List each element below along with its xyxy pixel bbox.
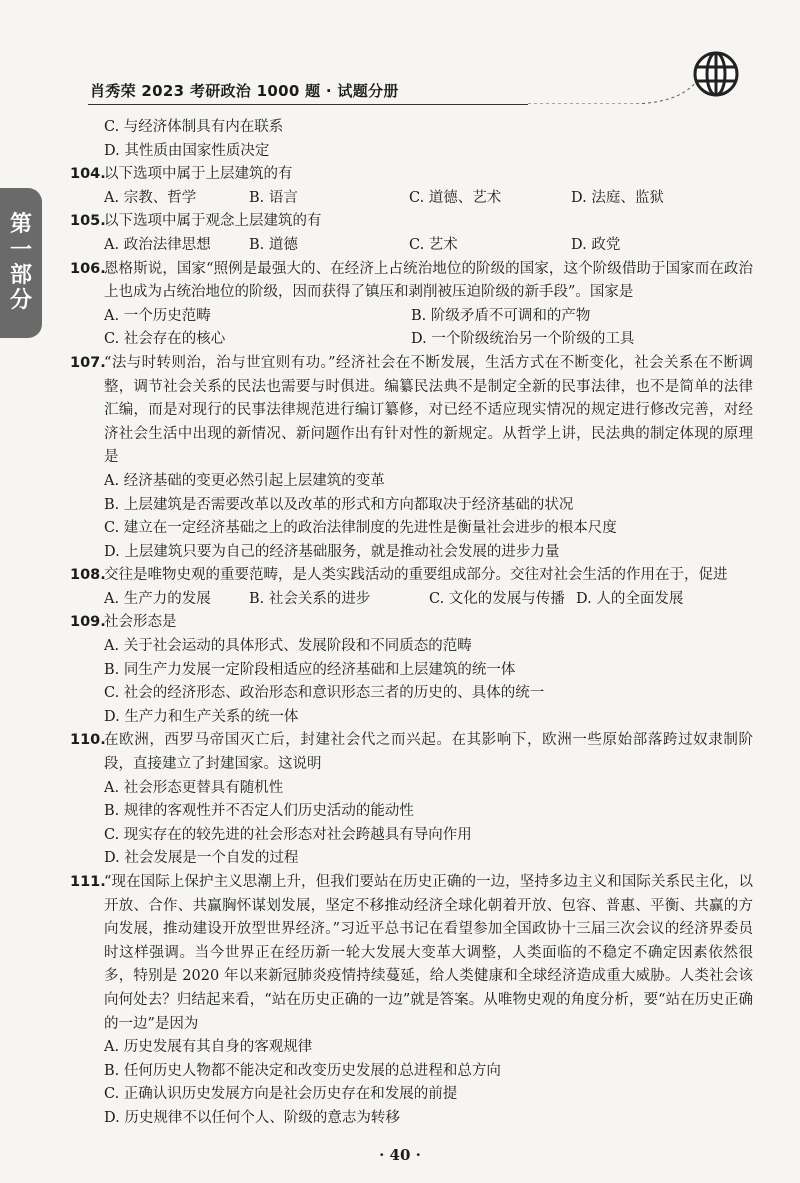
- side-tab-char: 一: [9, 237, 32, 263]
- option-a: A. 社会形态更替具有随机性: [104, 779, 284, 796]
- question-stem: 以下选项中属于观念上层建筑的有: [104, 213, 322, 230]
- option-a: A. 宗教、哲学: [104, 189, 197, 206]
- option-d: D. 人的全面发展: [576, 590, 684, 607]
- question-104: [70, 163, 753, 210]
- option-d: D. 历史规律不以任何个人、阶级的意志为转移: [104, 1109, 400, 1126]
- globe-icon: [692, 50, 740, 98]
- question-list: [70, 116, 753, 1131]
- header-rule: [88, 104, 528, 105]
- option-b: B. 阶级矛盾不可调和的产物: [411, 307, 591, 324]
- option-a: A. 生产力的发展: [104, 590, 211, 607]
- option-d: D. 社会发展是一个自发的过程: [104, 850, 299, 867]
- question-number: 104.: [70, 166, 106, 183]
- option-b: B. 语言: [249, 189, 298, 206]
- option-c: C. 社会存在的核心: [104, 331, 226, 348]
- question-stem: “法与时转则治，治与世宜则有功。”经济社会在不断发展，生活方式在不断变化，社会关系在不断调整，调节社会关系的民法也需要与时俱进。编纂民法典不是制定全新的民事法律，也不是简单的法律汇编，而是对现行的民事法律规范进行编订纂修，对已经不适应现实情况的规定进行修改完善，对经济社会生活中出现的新情况、新问题作出有针对性的新规定。从哲学上讲，民法典的制定体现的原理是: [104, 354, 753, 466]
- option-c: C. 文化的发展与传播: [429, 590, 565, 607]
- option-c: C. 建立在一定经济基础之上的政治法律制度的先进性是衡量社会进步的根本尺度: [104, 520, 617, 537]
- option-row: [104, 234, 753, 258]
- question-106: [70, 258, 753, 352]
- page-number: · 40 ·: [379, 1146, 421, 1164]
- option-row: [104, 305, 753, 329]
- question-107: [70, 352, 753, 564]
- option-row: [104, 187, 753, 211]
- option-a: A. 关于社会运动的具体形式、发展阶段和不同质态的范畴: [104, 638, 472, 655]
- option-a: A. 政治法律思想: [104, 236, 211, 253]
- option-d: D. 法庭、监狱: [571, 189, 664, 206]
- option-b: B. 社会关系的进步: [249, 590, 371, 607]
- question-number: 105.: [70, 213, 106, 230]
- section-side-tab: [0, 188, 42, 338]
- question-105: [70, 210, 753, 257]
- continued-option: C. 与经济体制具有内在联系: [104, 119, 284, 135]
- question-stem: 交往是唯物史观的重要范畴，是人类实践活动的重要组成部分。交往对社会生活的作用在于，促进: [104, 567, 728, 584]
- question-number: 108.: [70, 567, 106, 584]
- option-b: B. 同生产力发展一定阶段相适应的经济基础和上层建筑的统一体: [104, 661, 516, 678]
- header-dashed-curve: [528, 80, 698, 104]
- option-c: C. 正确认识历史发展方向是社会历史存在和发展的前提: [104, 1086, 458, 1103]
- question-stem: 恩格斯说，国家“照例是最强大的、在经济上占统治地位的阶级的国家，这个阶级借助于国家而在政治上也成为占统治地位的阶级，因而获得了镇压和剥削被压迫阶级的新手段”。国家是: [104, 260, 753, 301]
- question-110: [70, 729, 753, 871]
- option-a: A. 历史发展有其自身的客观规律: [104, 1039, 313, 1056]
- option-d: D. 一个阶级统治另一个阶级的工具: [411, 331, 635, 348]
- option-row: [104, 588, 753, 612]
- question-stem: 社会形态是: [104, 614, 177, 631]
- option-d: D. 生产力和生产关系的统一体: [104, 708, 299, 725]
- option-row: [104, 328, 753, 352]
- question-number: 110.: [70, 732, 106, 749]
- option-d: D. 上层建筑只要为自己的经济基础服务，就是推动社会发展的进步力量: [104, 543, 560, 560]
- question-111: [70, 871, 753, 1131]
- option-b: B. 道德: [249, 236, 298, 253]
- option-b: B. 上层建筑是否需要改革以及改革的形式和方向都取决于经济基础的状况: [104, 496, 574, 513]
- option-d: D. 政党: [571, 236, 621, 253]
- side-tab-char: 分: [9, 288, 32, 314]
- page-header-title: 肖秀荣 2023 考研政治 1000 题 · 试题分册: [90, 82, 399, 100]
- option-c: C. 社会的经济形态、政治形态和意识形态三者的历史的、具体的统一: [104, 685, 545, 702]
- option-b: B. 规律的客观性并不否定人们历史活动的能动性: [104, 803, 414, 820]
- question-number: 109.: [70, 614, 106, 631]
- side-tab-char: 部: [9, 263, 32, 288]
- question-number: 111.: [70, 874, 106, 890]
- question-stem: 在欧洲，西罗马帝国灭亡后，封建社会代之而兴起。在其影响下，欧洲一些原始部落跨过奴隶制阶段，直接建立了封建国家。这说明: [104, 732, 753, 773]
- option-c: C. 道德、艺术: [409, 189, 502, 206]
- question-stem: 以下选项中属于上层建筑的有: [104, 166, 293, 183]
- question-108: [70, 564, 753, 611]
- question-number: 107.: [70, 354, 106, 371]
- option-a: A. 一个历史范畴: [104, 307, 211, 324]
- option-c: C. 现实存在的较先进的社会形态对社会跨越具有导向作用: [104, 826, 472, 843]
- option-a: A. 经济基础的变更必然引起上层建筑的变革: [104, 472, 385, 489]
- option-c: C. 艺术: [409, 236, 458, 253]
- side-tab-char: 第: [9, 212, 32, 238]
- question-stem: “现在国际上保护主义思潮上升，但我们要站在历史正确的一边，坚持多边主义和国际关系民主化，以开放、合作、共赢胸怀谋划发展，坚定不移推动经济全球化朝着开放、包容、普惠、平衡、共赢的方向发展，推动建设开放型世界经济。”习近平总书记在看望参加全国政协十三届三次会议的经济界委员时这样强调。当今世界正在经历新一轮大发展大变革大调整，人类面临的不稳定不确定因素依然很多，特别是 2020 年以来新冠肺炎疫情持续蔓延，给人类健康和全球经济造成重大威胁。人类社会该向何处去？归结起来看，“站在历史正确的一边”就是答案。从唯物史观的角度分析，要“站在历史正确的一边”是因为: [104, 874, 753, 1032]
- option-b: B. 任何历史人物都不能决定和改变历史发展的总进程和总方向: [104, 1062, 501, 1079]
- continued-option: D. 其性质由国家性质决定: [104, 142, 270, 159]
- question-109: [70, 611, 753, 729]
- question-number: 106.: [70, 260, 106, 277]
